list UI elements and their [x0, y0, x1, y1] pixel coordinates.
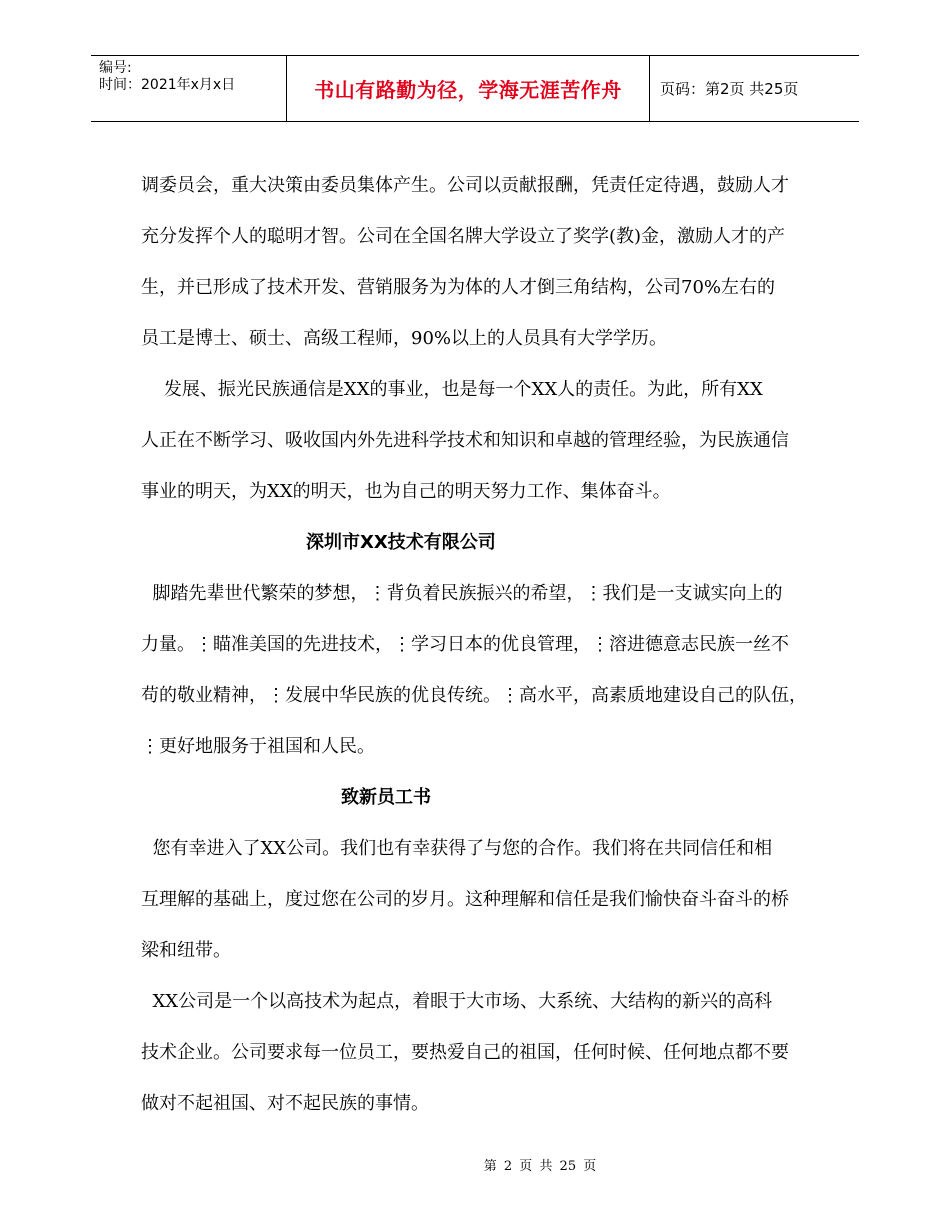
paragraph-3 — [141, 568, 821, 772]
text-line: 互理解的基础上，度过您在公司的岁月。这种理解和信任是我们愉快奋斗奋斗的桥 — [141, 889, 789, 910]
text-line: 事业的明天，为XX的明天，也为自己的明天努力工作、集体奋斗。 — [141, 481, 671, 502]
paragraph-5 — [141, 976, 821, 1129]
number-label: 编号: — [99, 60, 132, 76]
section-heading-company: 深圳市XX技术有限公司 — [306, 532, 496, 553]
section-heading-letter: 致新员工书 — [341, 787, 431, 808]
time-label: 时间：2021年x月x日 — [99, 77, 236, 93]
paragraph-2 — [141, 364, 821, 517]
paragraph-1 — [141, 160, 821, 364]
text-line: 脚踏先辈世代繁荣的梦想，⋮背负着民族振兴的希望，⋮我们是一支诚实向上的 — [141, 583, 783, 604]
header-page-info: 页码：第2页 共25页 — [660, 80, 799, 98]
text-line: 技术企业。公司要求每一位员工，要热爱自己的祖国，任何时候、任何地点都不要 — [141, 1042, 789, 1063]
text-line: 发展、振光民族通信是XX的事业，也是每一个XX人的责任。为此，所有XX — [141, 379, 763, 400]
text-line: 人正在不断学习、吸收国内外先进科学技术和知识和卓越的管理经验，为民族通信 — [141, 430, 789, 451]
header-motto: 书山有路勤为径，学海无涯苦作舟 — [287, 56, 650, 121]
text-line: 力量。⋮瞄准美国的先进技术，⋮学习日本的优良管理，⋮溶进德意志民族一丝不 — [141, 634, 789, 655]
text-line: ⋮更好地服务于祖国和人民。 — [141, 736, 375, 757]
header-meta — [91, 56, 287, 121]
text-line: 做对不起祖国、对不起民族的事情。 — [141, 1093, 429, 1114]
document-body — [141, 160, 821, 1129]
text-line: 充分发挥个人的聪明才智。公司在全国名牌大学设立了奖学(教)金，激励人才的产 — [141, 226, 786, 247]
page-header — [91, 55, 859, 122]
text-line: 生，并已形成了技术开发、营销服务为为体的人才倒三角结构，公司70%左右的 — [141, 277, 776, 298]
text-line: 梁和纽带。 — [141, 940, 231, 961]
text-line: 您有幸进入了XX公司。我们也有幸获得了与您的合作。我们将在共同信任和相 — [141, 838, 773, 859]
text-line: 员工是博士、硕士、高级工程师，90%以上的人员具有大学学历。 — [141, 328, 668, 349]
text-line: XX公司是一个以高技术为起点，着眼于大市场、大系统、大结构的新兴的高科 — [141, 991, 773, 1012]
text-line: 调委员会，重大决策由委员集体产生。公司以贡献报酬，凭责任定待遇，鼓励人才 — [141, 175, 789, 196]
text-line: 苟的敬业精神，⋮发展中华民族的优良传统。⋮高水平，高素质地建设自己的队伍， — [141, 685, 807, 706]
page-footer: 第 2 页 共 25 页 — [483, 1159, 597, 1174]
paragraph-4 — [141, 823, 821, 976]
